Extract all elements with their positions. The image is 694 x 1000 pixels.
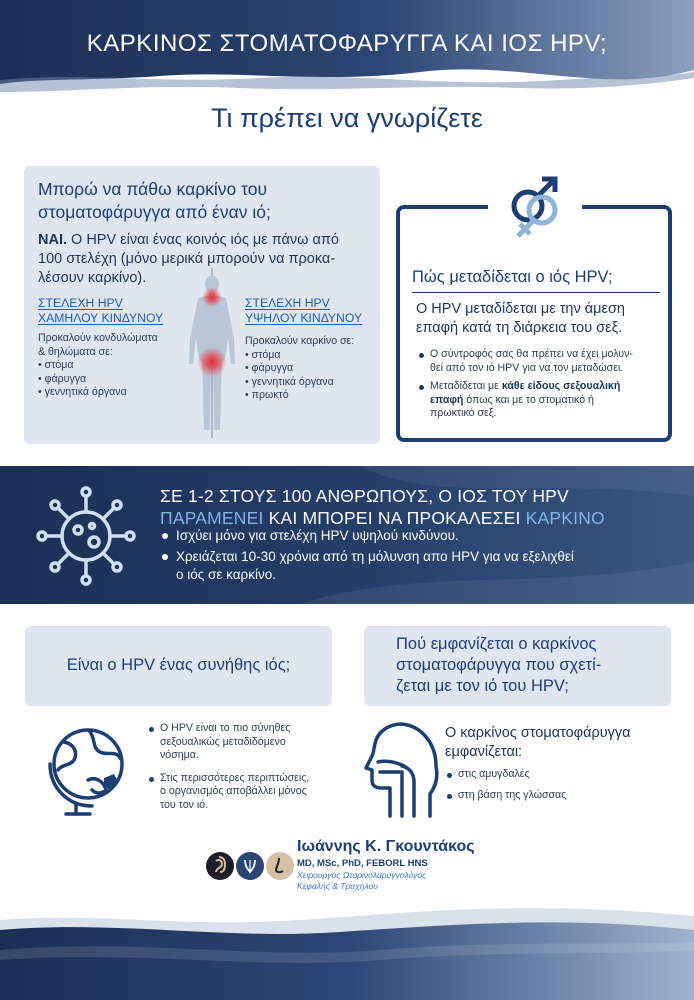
gender-badge <box>488 166 582 246</box>
transmission-divider <box>412 292 660 293</box>
high-risk-item: • γεννητικά όργανα <box>245 375 334 388</box>
transmission-lead-line2: επαφή κατά τη διάρκεια του σεξ. <box>416 320 623 336</box>
transmission-bullets <box>418 348 666 426</box>
throat-glyph <box>236 852 264 880</box>
transmission-bullet1-line1: Ο σύντροφός σας θα πρέπει να έχει μολυν- <box>430 348 633 360</box>
gender-symbols-icon <box>488 166 582 246</box>
low-risk-item: • στόμα <box>38 359 74 371</box>
body-silhouette-icon <box>180 268 244 438</box>
cancer-location-title-line3: ζεται με τον ιό του HPV; <box>396 677 569 695</box>
persistence-title-highlight2: ΚΑΡΚΙΝΟ <box>525 508 605 528</box>
transmission-title: Πώς μεταδίδεται ο ιός HPV; <box>412 268 613 286</box>
high-risk-title-line1: ΣΤΕΛΕΧΗ HPV <box>245 296 330 310</box>
cancer-location-bullet: στις αμυγδαλές <box>446 768 666 782</box>
low-risk-title-line2: ΧΑΜΗΛΟΥ ΚΙΝΔΥΝΟΥ <box>38 311 164 325</box>
persistence-bullet <box>160 548 680 584</box>
persistence-title-mid: ΚΑΙ ΜΠΟΡΕΙ ΝΑ ΠΡΟΚΑΛΕΣΕΙ <box>263 508 526 528</box>
low-risk-cause-line2: & θηλώματα σε: <box>38 345 113 358</box>
common-bullet1-line2: σεξουαλικώς μεταδιδόμενο <box>160 735 286 748</box>
virus-icon <box>30 484 142 588</box>
nose-glyph <box>266 852 294 880</box>
common-bullet1-line3: νόσημα. <box>160 749 199 761</box>
high-risk-title-line2: ΥΨΗΛΟΥ ΚΙΝΔΥΝΟΥ <box>245 311 363 325</box>
high-risk-cause: Προκαλούν καρκίνο σε: <box>245 335 355 347</box>
ear-icon <box>206 852 234 880</box>
header-banner <box>0 0 694 100</box>
card1-title-line1: Μπορώ να πάθω καρκίνο του <box>38 179 268 199</box>
persistence-bullets <box>160 527 680 587</box>
persistence-title-line1: ΣΕ 1-2 ΣΤΟΥΣ 100 ΑΝΘΡΩΠΟΥΣ, Ο ΙΟΣ ΤΟΥ HPV <box>160 486 569 506</box>
transmission-bullet1-line2: θεί από τον ιό HPV για να τον μεταδώσει. <box>430 361 624 374</box>
persistence-title-highlight1: ΠΑΡΑΜΕΝΕΙ <box>160 508 264 528</box>
common-virus-bullet <box>148 772 338 813</box>
transmission-bullet <box>418 380 666 421</box>
doctor-credentials: MD, MSc, PhD, FEBORL HNS <box>297 858 428 869</box>
common-bullet2-line3: του τον ιό. <box>160 798 209 811</box>
card1-title <box>38 178 368 224</box>
cancer-location-title-line1: Πού εμφανίζεται ο καρκίνος <box>396 635 597 653</box>
common-bullet2-line2: ο οργανισμός αποβάλλει μόνος <box>160 785 307 797</box>
high-risk-title <box>245 296 362 326</box>
high-risk-item: • πρωκτό <box>245 389 289 401</box>
doctor-role <box>297 870 426 891</box>
nose-icon <box>266 852 294 880</box>
low-risk-title-line1: ΣΤΕΛΕΧΗ HPV <box>38 296 123 310</box>
cancer-location-title <box>396 634 658 697</box>
low-risk-title <box>38 296 163 326</box>
card1-yes: ΝΑΙ. <box>38 232 67 248</box>
doctor-role-line1: Χειρουργός Ωτορινολαρυγγολόγος <box>297 870 427 880</box>
transmission-lead-line1: Ο HPV μεταδίδεται με την άμεση <box>416 301 625 317</box>
cancer-location-lead <box>445 724 685 762</box>
transmission-bullet <box>418 348 666 375</box>
head-profile-icon <box>364 716 440 820</box>
low-risk-item: • φάρυγγα <box>38 372 87 385</box>
low-risk-cause-line1: Προκαλούν κονδυλώματα <box>38 332 158 344</box>
page-title: ΚΑΡΚΙΝΟΣ ΣΤΟΜΑΤΟΦΑΡΥΓΓΑ ΚΑΙ ΙΟΣ HPV; <box>86 30 608 57</box>
common-bullet2-line1: Στις περισσότερες περιπτώσεις, <box>160 771 310 784</box>
common-virus-title: Είναι ο HPV ένας συνήθης ιός; <box>66 656 291 674</box>
persistence-bullet2-line2: ο ιός σε καρκίνο. <box>176 567 276 582</box>
card1-title-line2: στοματοφάρυγγα από έναν ιό; <box>38 202 271 222</box>
high-risk-item: • φάρυγγα <box>245 362 294 374</box>
transmission-bullet2-bold2: επαφή <box>430 393 464 406</box>
card1-intro-line2: 100 στελέχη (μόνο μερικά μπορούν να προκα- <box>38 251 336 267</box>
low-risk-item: • γεννητικά όργανα <box>38 386 127 398</box>
transmission-bullet2-line3: πρωκτικό σεξ. <box>430 407 497 419</box>
globe-icon <box>44 720 136 816</box>
persistence-bullet: Ισχύει μόνο για στελέχη HPV υψηλού κινδύνου. <box>160 527 680 545</box>
transmission-bullet2-pre: Μεταδίδεται με <box>430 380 502 392</box>
transmission-bullet2-bold1: κάθε είδους σεξουαλική <box>501 380 621 392</box>
persistence-title <box>160 485 680 529</box>
common-bullet1-line1: Ο HPV είναι το πιο σύνηθες <box>160 722 291 734</box>
footer-wave <box>0 880 694 1000</box>
card1-intro-line1: Ο HPV είναι ένας κοινός ιός με πάνω από <box>67 232 339 248</box>
cancer-location-bullet: στη βάση της γλώσσας <box>446 789 666 803</box>
cancer-location-bullets <box>446 768 666 809</box>
persistence-bullet2-line1: Χρειάζεται 10-30 χρόνια από τη μόλυνση απο HPV για να εξελιχθεί <box>176 549 574 564</box>
ear-glyph <box>206 852 234 880</box>
high-risk-item: • στόμα <box>245 348 281 361</box>
doctor-name: Ιωάννης Κ. Γκουντάκος <box>297 838 475 855</box>
transmission-lead <box>416 300 670 338</box>
transmission-bullet2-post: όπως και με το στοματικό ή <box>463 393 594 406</box>
common-virus-bullet <box>148 722 338 763</box>
low-risk-list <box>38 332 158 400</box>
common-virus-bullets <box>148 722 338 817</box>
page-subtitle: Τι πρέπει να γνωρίζετε <box>211 103 483 133</box>
cancer-location-title-line2: στοματοφάρυγγα που σχετί- <box>396 656 602 674</box>
cancer-location-lead-line2: εμφανίζεται: <box>445 744 523 760</box>
doctor-role-line2: Κεφαλής & Τραχήλου <box>297 880 378 891</box>
cancer-location-lead-line1: Ο καρκίνος στοματοφάρυγγα <box>445 725 631 741</box>
throat-icon <box>236 852 264 880</box>
high-risk-list <box>245 335 354 403</box>
card1-intro-line3: λέσουν καρκίνο). <box>38 270 147 286</box>
footer-wave-background <box>0 880 694 1000</box>
